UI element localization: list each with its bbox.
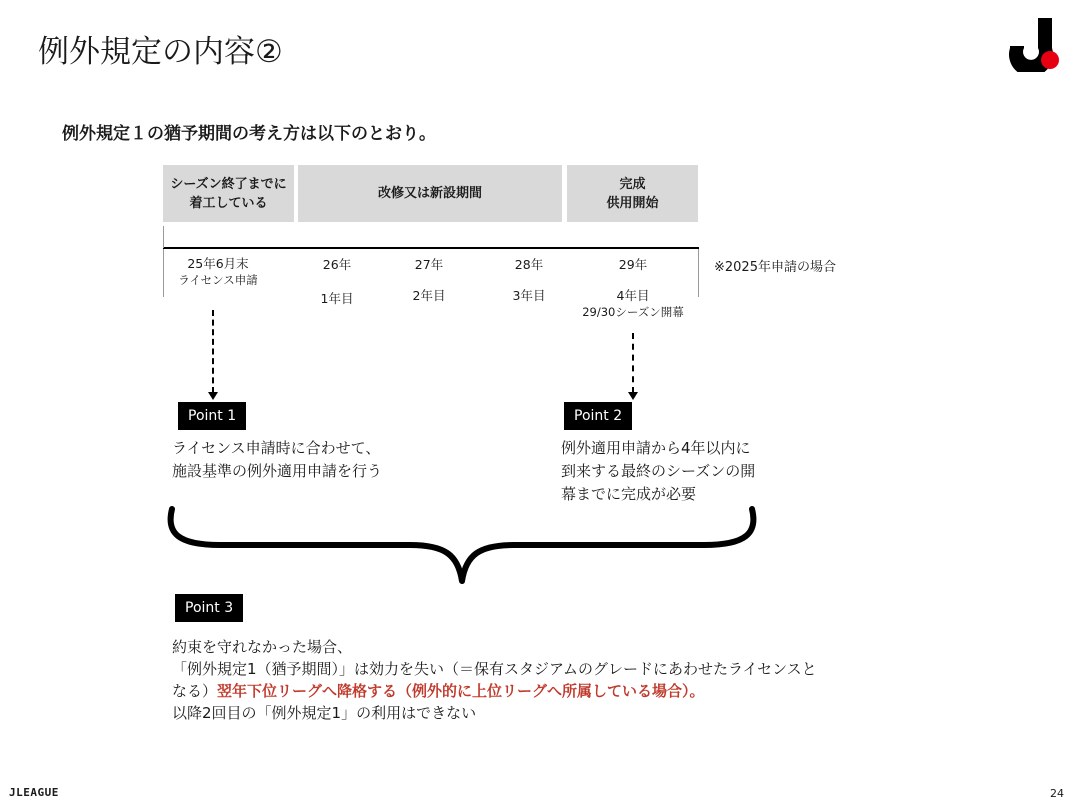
page-title: 例外規定の内容② bbox=[38, 34, 283, 70]
point3-line3 bbox=[172, 680, 817, 702]
header-before-line1: シーズン終了までに bbox=[170, 176, 287, 192]
year-count-3: 3年目 bbox=[512, 288, 546, 303]
year-count-1: 1年目 bbox=[320, 291, 354, 306]
header-complete bbox=[567, 165, 698, 222]
dashed-arrow-1 bbox=[212, 310, 214, 393]
demotion-warning: 翌年下位リーグへ降格する（例外的に上位リーグへ所属している場合）。 bbox=[217, 682, 705, 700]
application-year-note: ※2025年申請の場合 bbox=[714, 260, 836, 275]
curly-brace-icon bbox=[160, 503, 764, 587]
point3-line3-prefix: なる） bbox=[172, 682, 218, 700]
year-29: 29年 bbox=[618, 257, 648, 272]
point3-line1: 約束を守れなかった場合、 bbox=[172, 638, 353, 656]
year-count-4: 4年目 bbox=[616, 288, 650, 303]
header-complete-line1: 完成 bbox=[619, 176, 646, 192]
point2-line1: 例外適用申請から4年以内に bbox=[561, 439, 751, 457]
point2-line3: 幕までに完成が必要 bbox=[561, 485, 697, 503]
header-complete-line2: 供用開始 bbox=[606, 195, 659, 211]
point3-line4: 以降2回目の「例外規定1」の利用はできない bbox=[172, 704, 477, 722]
header-middle-label: 改修又は新設期間 bbox=[377, 186, 482, 201]
timeline-line bbox=[163, 247, 699, 249]
timeline-tick bbox=[163, 226, 164, 248]
point1-line2: 施設基準の例外適用申請を行う bbox=[172, 462, 383, 480]
point2-text bbox=[561, 437, 755, 506]
arrow-down-icon bbox=[208, 392, 218, 400]
header-construction-period bbox=[298, 165, 562, 222]
dashed-arrow-2 bbox=[632, 333, 634, 393]
section-subtitle: 例外規定１の猶予期間の考え方は以下のとおり。 bbox=[62, 124, 436, 144]
footer-brand: JLEAGUE bbox=[9, 786, 59, 799]
j-league-logo-icon bbox=[1008, 16, 1062, 72]
timeline-tick bbox=[698, 249, 699, 297]
cell-application-date: 25年6月末 bbox=[187, 256, 249, 271]
point1-label: Point 1 bbox=[178, 402, 246, 430]
point1-text bbox=[172, 437, 382, 483]
point3-line2: 「例外規定1（猶予期間）」は効力を失い（＝保有スタジアムのグレードにあわせたライセンスと bbox=[172, 660, 817, 678]
page-number: 24 bbox=[1050, 787, 1064, 800]
year-28: 28年 bbox=[514, 257, 544, 272]
year-27: 27年 bbox=[414, 257, 444, 272]
point3-text bbox=[172, 636, 817, 724]
point2-line2: 到来する最終のシーズンの開 bbox=[561, 462, 756, 480]
header-before-line2: 着工している bbox=[189, 195, 268, 211]
point1-line1: ライセンス申請時に合わせて、 bbox=[172, 439, 381, 457]
point3-label: Point 3 bbox=[175, 594, 243, 622]
arrow-down-icon bbox=[628, 392, 638, 400]
cell-application bbox=[163, 256, 273, 288]
year-count-2: 2年目 bbox=[412, 288, 446, 303]
season-open-label: 29/30シーズン開幕 bbox=[582, 305, 684, 319]
header-before-season bbox=[163, 165, 294, 222]
year-26: 26年 bbox=[322, 257, 352, 272]
cell-application-label: ライセンス申請 bbox=[178, 273, 258, 287]
point2-label: Point 2 bbox=[564, 402, 632, 430]
